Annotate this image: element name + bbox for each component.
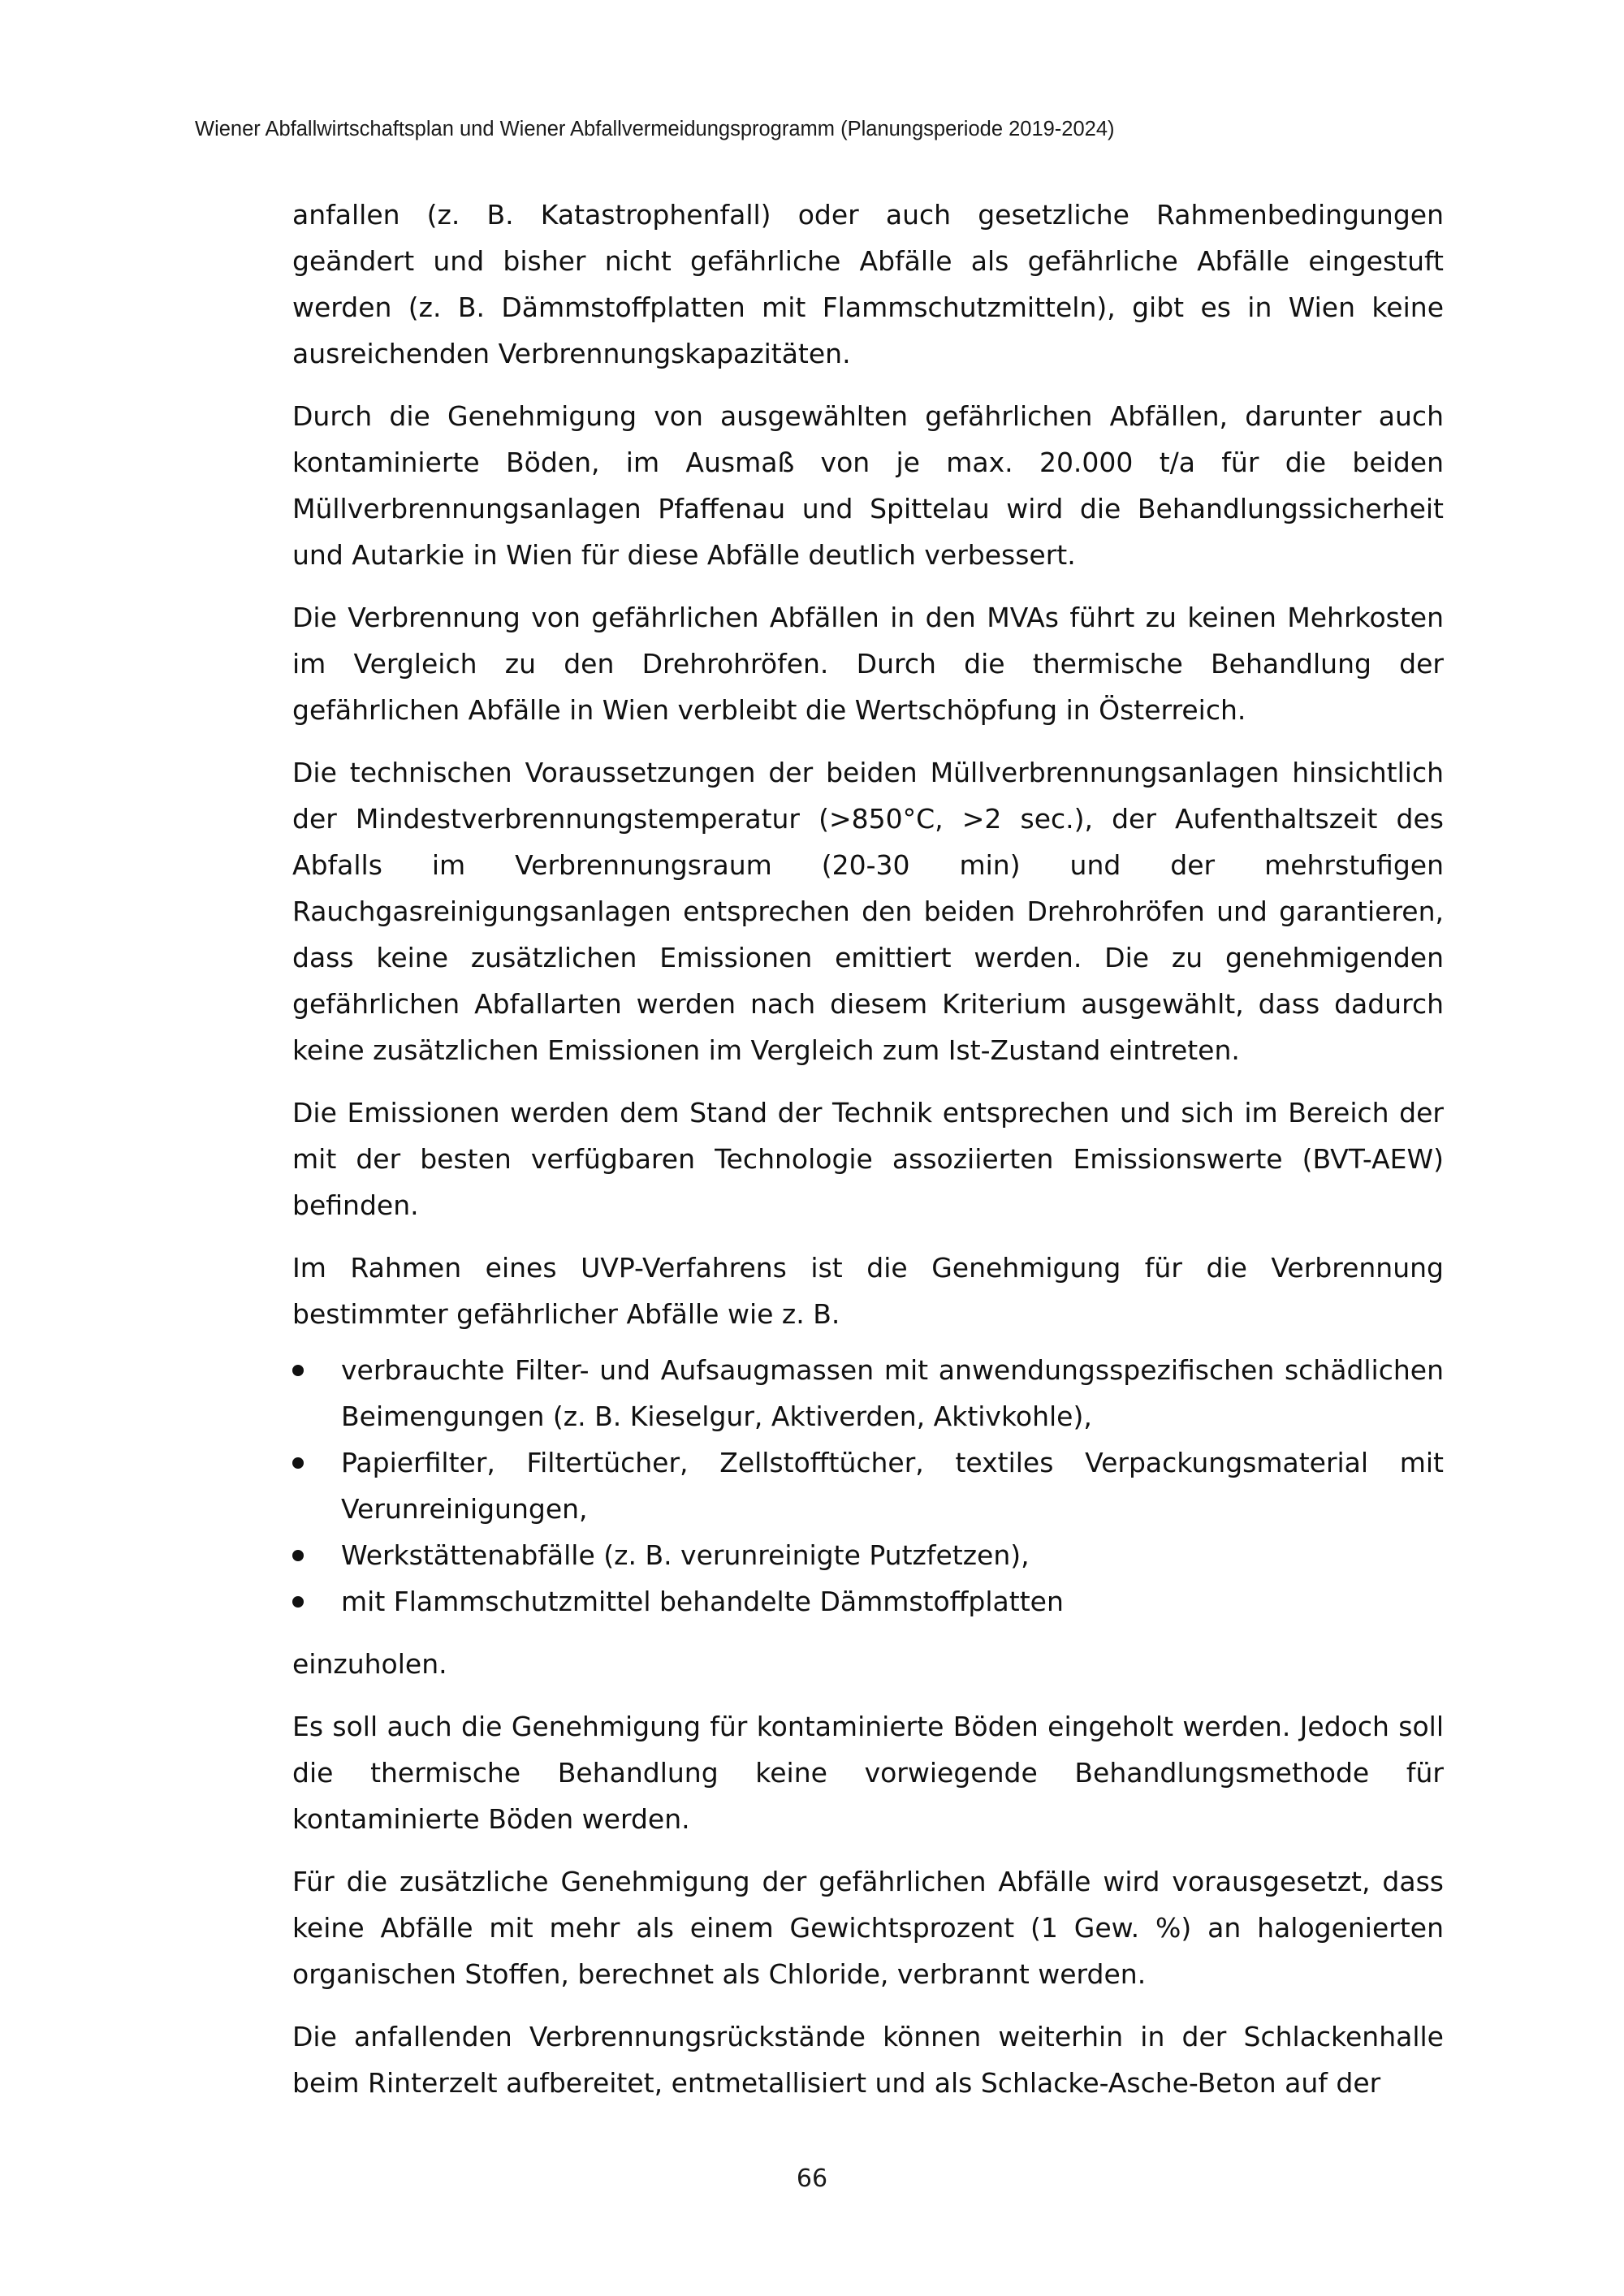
bullet-icon [292,1457,304,1469]
list-item-text: Papierfilter, Filtertücher, Zellstofftücher, textiles Verpackungsmaterial mit Verunreinigungen, [341,1447,1444,1525]
paragraph-5: Die Emissionen werden dem Stand der Technik entsprechen und sich im Bereich der mit der besten verfügbaren Technologie assoziierten Emissionswerte (BVT-AEW) befinden. [292,1097,1444,1221]
paragraph-10: Die anfallenden Verbrennungsrückstände können weiterhin in der Schlackenhalle beim Rinterzelt aufbereitet, entmetallisiert und als Schlacke-Asche-Beton auf der [292,2021,1444,2099]
list-item [292,1578,1444,1625]
bullet-icon [292,1365,304,1376]
list-item [292,1347,1444,1439]
bullet-icon [292,1550,304,1561]
paragraph-9: Für die zusätzliche Genehmigung der gefährlichen Abfälle wird vorausgesetzt, dass keine Abfälle mit mehr als einem Gewichtsprozent (1 Gew. %) an halogenierten organischen Stoffen, berechnet als Chloride, verbrannt werden. [292,1866,1444,1990]
paragraph-1: anfallen (z. B. Katastrophenfall) oder auch gesetzliche Rahmenbedingungen geändert und bisher nicht gefährliche Abfälle als gefährliche Abfälle eingestuft werden (z. B. Dämmstoffplatten mit Flammschutzmitteln), gibt es in Wien keine ausreichenden Verbrennungskapazitäten. [292,199,1444,369]
paragraph-6: Im Rahmen eines UVP-Verfahrens ist die Genehmigung für die Verbrennung bestimmter gefährlicher Abfälle wie z. B. [292,1252,1444,1330]
list-item-text: verbrauchte Filter- und Aufsaugmassen mit anwendungsspezifischen schädlichen Beimengungen (z. B. Kieselgur, Aktiverden, Aktivkohle), [341,1354,1444,1432]
list-item-text: Werkstättenabfälle (z. B. verunreinigte Putzfetzen), [341,1539,1030,1571]
bullet-list [292,1347,1444,1625]
paragraph-7: einzuholen. [292,1648,447,1680]
paragraph-2: Durch die Genehmigung von ausgewählten gefährlichen Abfällen, darunter auch kontaminierte Böden, im Ausmaß von je max. 20.000 t/a für die beiden Müllverbrennungsanlagen Pfaffenau und Spittelau wird die Behandlungssicherheit und Autarkie in Wien für diese Abfälle deutlich verbessert. [292,400,1444,571]
list-item [292,1439,1444,1532]
bullet-icon [292,1596,304,1608]
paragraph-4: Die technischen Voraussetzungen der beiden Müllverbrennungsanlagen hinsichtlich der Mindestverbrennungstemperatur (>850°C, >2 sec.), der Aufenthaltszeit des Abfalls im Verbrennungsraum (20-30 min) und der mehrstufigen Rauchgasreinigungsanlagen entsprechen den beiden Drehrohröfen und garantieren, dass keine zusätzlichen Emissionen emittiert werden. Die zu genehmigenden gefährlichen Abfallarten werden nach diesem Kriterium ausgewählt, dass dadurch keine zusätzlichen Emissionen im Vergleich zum Ist-Zustand eintreten. [292,757,1444,1066]
page-body [292,192,1444,2122]
running-header: Wiener Abfallwirtschaftsplan und Wiener Abfallvermeidungsprogramm (Planungsperiode 2019-2024) [195,118,1115,140]
paragraph-8: Es soll auch die Genehmigung für kontaminierte Böden eingeholt werden. Jedoch soll die thermische Behandlung keine vorwiegende Behandlungsmethode für kontaminierte Böden werden. [292,1711,1444,1835]
page-number: 66 [796,2164,828,2193]
list-item [292,1532,1444,1578]
paragraph-3: Die Verbrennung von gefährlichen Abfällen in den MVAs führt zu keinen Mehrkosten im Vergleich zu den Drehrohröfen. Durch die thermische Behandlung der gefährlichen Abfälle in Wien verbleibt die Wertschöpfung in Österreich. [292,602,1444,726]
list-item-text: mit Flammschutzmittel behandelte Dämmstoffplatten [341,1586,1064,1617]
